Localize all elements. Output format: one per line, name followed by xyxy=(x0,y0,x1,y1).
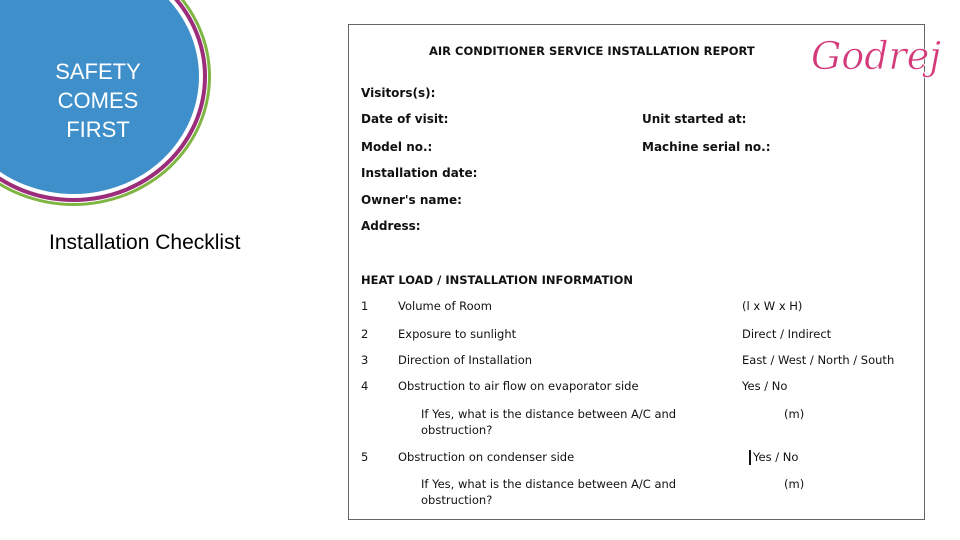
item-sub-question: If Yes, what is the distance between A/C and xyxy=(421,477,677,491)
item-label: Exposure to sunlight xyxy=(398,327,517,341)
item-label: Obstruction on condenser side xyxy=(398,450,575,464)
installation-report xyxy=(348,24,941,520)
item-value: (l x W x H) xyxy=(742,299,803,313)
date-of-visit-label: Date of visit: xyxy=(361,112,449,126)
section-title: HEAT LOAD / INSTALLATION INFORMATION xyxy=(361,273,633,287)
unit-started-label: Unit started at: xyxy=(642,112,747,126)
item-number: 5 xyxy=(361,450,369,464)
owners-name-label: Owner's name: xyxy=(361,193,462,207)
badge-line: COMES xyxy=(57,88,139,113)
visitors-label: Visitors(s): xyxy=(361,86,436,100)
item-value: East / West / North / South xyxy=(742,353,895,367)
godrej-logo-icon xyxy=(807,25,941,85)
badge-line: SAFETY xyxy=(55,59,141,84)
item-number: 2 xyxy=(361,327,369,341)
item-label: Direction of Installation xyxy=(398,353,533,367)
address-label: Address: xyxy=(361,219,421,233)
item-sub-unit: (m) xyxy=(784,407,805,421)
item-sub-unit: (m) xyxy=(784,477,805,491)
item-label: Obstruction to air flow on evaporator side xyxy=(398,379,639,393)
slide-title: Installation Checklist xyxy=(49,231,241,254)
item-sub-question-cont: obstruction? xyxy=(421,423,493,437)
item-number: 1 xyxy=(361,299,369,313)
badge-line: FIRST xyxy=(66,117,130,142)
model-no-label: Model no.: xyxy=(361,140,433,154)
item-sub-question: If Yes, what is the distance between A/C and xyxy=(421,407,677,421)
godrej-logo-text: Godrej xyxy=(811,34,941,78)
item-value: Direct / Indirect xyxy=(742,327,832,341)
item-value: Yes / No xyxy=(753,450,799,464)
safety-badge-text xyxy=(20,57,176,144)
machine-serial-label: Machine serial no.: xyxy=(642,140,771,154)
item-sub-question-cont: obstruction? xyxy=(421,493,493,507)
installation-date-label: Installation date: xyxy=(361,166,478,180)
item-value: Yes / No xyxy=(742,379,788,393)
item-number: 4 xyxy=(361,379,369,393)
report-title: AIR CONDITIONER SERVICE INSTALLATION REPORT xyxy=(429,44,755,58)
text-cursor xyxy=(749,450,751,465)
item-number: 3 xyxy=(361,353,369,367)
item-label: Volume of Room xyxy=(398,299,492,313)
